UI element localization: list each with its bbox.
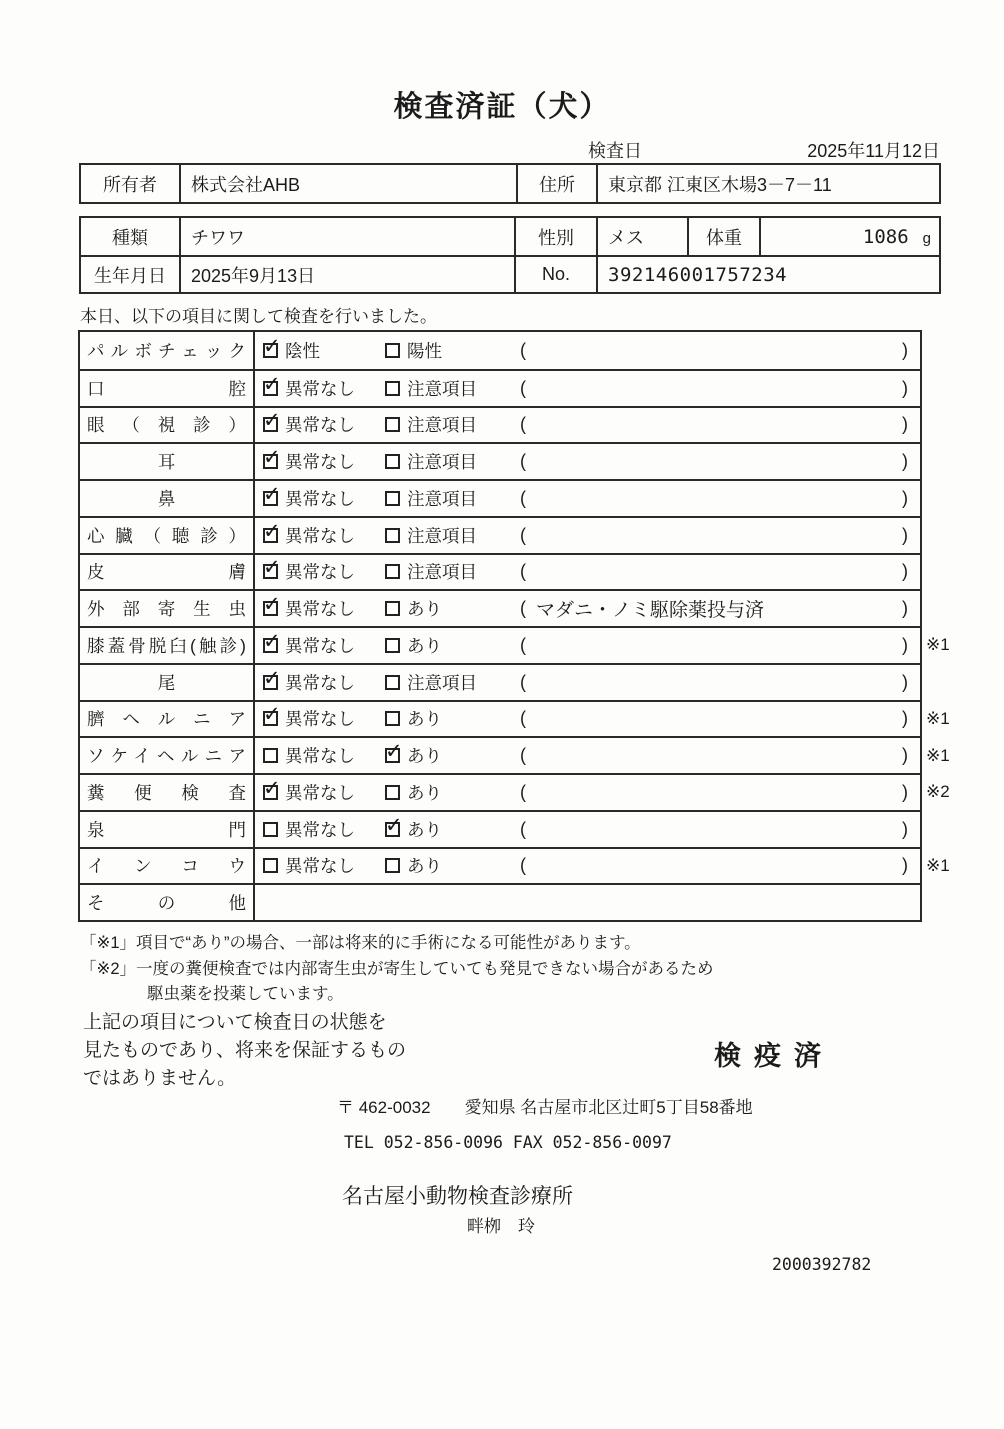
- option-2-label: あり: [407, 819, 442, 840]
- birth-value: 2025年9月13日: [181, 257, 516, 292]
- number-label: No.: [516, 257, 598, 292]
- checkbox-icon: [263, 666, 281, 690]
- option-2-label: 注意項目: [407, 378, 477, 399]
- option-1-label: 異常なし: [285, 709, 355, 730]
- checklist-item-name-text: 心臓（聴診）: [87, 525, 246, 546]
- checklist-option-1: [255, 481, 385, 516]
- checklist-option-1: [255, 408, 385, 443]
- open-paren: (: [520, 818, 526, 839]
- open-paren: (: [520, 745, 526, 766]
- close-paren: ): [902, 451, 908, 472]
- checklist-row: [80, 369, 920, 406]
- checklist-item-name: [80, 885, 255, 920]
- check-mark-icon: ✓: [263, 703, 281, 727]
- checkbox-icon: [263, 409, 281, 433]
- checkbox-icon: [263, 822, 278, 837]
- checklist-option-1: [255, 555, 385, 590]
- option-1-label: 異常なし: [285, 635, 355, 656]
- checkbox-icon: [385, 564, 400, 579]
- option-2-label: あり: [407, 782, 442, 803]
- checklist-note-cell: [516, 555, 920, 590]
- open-paren: (: [520, 487, 526, 508]
- number-value: 392146001757234: [608, 263, 788, 286]
- open-paren: (: [520, 561, 526, 582]
- checklist-row: [80, 553, 920, 590]
- option-2-label: 注意項目: [407, 525, 477, 546]
- open-paren: (: [520, 855, 526, 876]
- checkbox-icon: [263, 703, 281, 727]
- checklist-row: [80, 736, 950, 773]
- open-paren: (: [520, 598, 526, 619]
- checklist-row: [80, 332, 920, 369]
- checkbox-icon: [385, 381, 400, 396]
- footnote-2: 「※2」一度の糞便検査では内部寄生虫が寄生していても発見できない場合があるため: [80, 960, 714, 978]
- close-paren: ): [902, 818, 908, 839]
- checklist-note-cell: [516, 628, 920, 663]
- checklist-note-cell: [516, 408, 920, 443]
- checklist-option-2: [385, 702, 516, 737]
- checklist-item-name: [80, 812, 255, 847]
- checkbox-icon: [263, 776, 281, 800]
- checklist-option-2: [385, 812, 516, 847]
- option-2-label: あり: [407, 746, 442, 767]
- check-mark-icon: ✓: [263, 372, 281, 396]
- checklist-item-name: [80, 555, 255, 590]
- option-2-label: あり: [407, 635, 442, 656]
- check-mark-icon: ✓: [263, 409, 281, 433]
- option-1-label: 異常なし: [285, 415, 355, 436]
- check-mark-icon: ✓: [263, 593, 281, 617]
- checklist-note-cell: [516, 371, 920, 406]
- checklist-item-name-text: ソケイヘルニア: [87, 746, 246, 767]
- checklist-item-name-text: インコウ: [87, 856, 246, 877]
- checklist-item-name-text: 泉門: [87, 819, 246, 840]
- option-1-label: 異常なし: [285, 819, 355, 840]
- checklist-row: [80, 442, 920, 479]
- checklist-note-cell: [516, 702, 920, 737]
- check-mark-icon: ✓: [263, 334, 281, 358]
- checklist-item-name-text: 臍ヘルニア: [87, 709, 246, 730]
- veterinarian-name: 畔栁 玲: [467, 1217, 535, 1236]
- checklist-item-name: [80, 775, 255, 810]
- checklist-note-cell: [516, 591, 920, 626]
- checklist-item-name: [80, 628, 255, 663]
- option-2-label: あり: [407, 856, 442, 877]
- inspection-date-value: 2025年11月12日: [807, 141, 940, 161]
- option-1-label: 異常なし: [285, 378, 355, 399]
- close-paren: ): [902, 634, 908, 655]
- checklist-note-cell: [516, 775, 920, 810]
- checklist-option-1: [255, 332, 385, 369]
- checklist-option-2: [385, 444, 516, 479]
- weight-label: 体重: [689, 218, 761, 255]
- checklist-row: [80, 406, 920, 443]
- checklist-row: [80, 773, 950, 810]
- checklist-table: [78, 330, 950, 922]
- checklist-option-1: [255, 738, 385, 773]
- pet-table-row-1: [81, 218, 939, 255]
- option-2-label: あり: [407, 599, 442, 620]
- checklist-option-1: [255, 665, 385, 700]
- address-value: 東京都 江東区木場3－7－11: [608, 174, 832, 195]
- checklist-note-cell: [516, 849, 920, 884]
- checklist-item-name: [80, 408, 255, 443]
- checkbox-icon: [385, 740, 403, 764]
- close-paren: ): [902, 414, 908, 435]
- checklist-note-cell: [516, 738, 920, 773]
- option-2-label: 注意項目: [407, 562, 477, 583]
- option-2-label: 注意項目: [407, 452, 477, 473]
- option-1-label: 異常なし: [285, 525, 355, 546]
- close-paren: ): [902, 339, 908, 360]
- breed-value: チワワ: [181, 218, 516, 255]
- clinic-tel-fax: TEL 052-856-0096 FAX 052-856-0097: [344, 1133, 672, 1152]
- checklist-item-name-text: 糞便検査: [87, 782, 246, 803]
- checkbox-icon: [385, 858, 400, 873]
- check-mark-icon: ✓: [263, 519, 281, 543]
- checklist-note-cell: [516, 518, 920, 553]
- checklist-option-1: [255, 849, 385, 884]
- checklist-option-1: [255, 812, 385, 847]
- checklist-option-1: [255, 775, 385, 810]
- option-1-label: 異常なし: [285, 488, 355, 509]
- checkbox-icon: [385, 343, 400, 358]
- footnote-2-cont: 駆虫薬を投薬しています。: [147, 985, 344, 1003]
- option-2-label: 注意項目: [407, 415, 477, 436]
- checkbox-icon: [263, 858, 278, 873]
- open-paren: (: [520, 451, 526, 472]
- checklist-option-2: [385, 518, 516, 553]
- quarantine-stamp: 検疫済: [714, 1041, 834, 1071]
- checkbox-icon: [385, 417, 400, 432]
- owner-table: [79, 163, 941, 204]
- checkbox-icon: [263, 748, 278, 763]
- check-mark-icon: ✓: [263, 446, 281, 470]
- close-paren: ): [902, 745, 908, 766]
- checklist-item-name: [80, 591, 255, 626]
- pet-table-row-2: [81, 255, 939, 292]
- open-paren: (: [520, 377, 526, 398]
- checklist-note-cell: [516, 665, 920, 700]
- check-mark-icon: ✓: [385, 740, 403, 764]
- page-title: 検査済証（犬）: [393, 91, 611, 123]
- checklist-option-1: [255, 591, 385, 626]
- checkbox-icon: [385, 785, 400, 800]
- checklist-item-name: [80, 481, 255, 516]
- checklist-option-1: [255, 702, 385, 737]
- open-paren: (: [520, 708, 526, 729]
- weight-cell: [761, 218, 939, 255]
- checklist-row: [80, 626, 950, 663]
- checklist-item-name: [80, 518, 255, 553]
- check-mark-icon: ✓: [263, 776, 281, 800]
- document-serial: 2000392782: [772, 1255, 872, 1274]
- checklist-item-name-text: 鼻: [157, 488, 176, 509]
- note-text: マダニ・ノミ駆除薬投与済: [536, 600, 765, 622]
- checklist-item-name-text: 尾: [157, 672, 176, 693]
- checklist-option-2: [385, 849, 516, 884]
- clinic-address: 〒 462-0032 愛知県 名古屋市北区辻町5丁目58番地: [337, 1098, 753, 1117]
- checklist-option-1: [255, 371, 385, 406]
- option-2-label: あり: [407, 709, 442, 730]
- weight-value: 1086: [862, 225, 909, 248]
- close-paren: ): [902, 598, 908, 619]
- checklist-row: [80, 479, 920, 516]
- option-1-label: 異常なし: [285, 599, 355, 620]
- close-paren: ): [902, 561, 908, 582]
- checklist-item-name: [80, 849, 255, 884]
- option-2-label: 注意項目: [407, 672, 477, 693]
- weight-unit: g: [922, 230, 931, 247]
- inspection-date-label: 検査日: [588, 141, 642, 161]
- checklist-option-2: [385, 738, 516, 773]
- owner-table-row: [81, 165, 939, 202]
- checkbox-icon: [385, 675, 400, 690]
- disclaimer-line-2: 見たものであり、将来を保証するもの: [83, 1040, 407, 1061]
- checklist-row: [80, 700, 950, 737]
- checklist-item-name-text: 膝蓋骨脱臼(触診): [87, 635, 246, 656]
- checkbox-icon: [263, 334, 281, 358]
- checklist-item-name-text: 口腔: [87, 378, 246, 399]
- checklist-option-2: [385, 628, 516, 663]
- checklist-row: [80, 663, 920, 700]
- checklist-option-1: [255, 518, 385, 553]
- checkbox-icon: [263, 556, 281, 580]
- checkbox-icon: [263, 629, 281, 653]
- checklist-item-name: [80, 665, 255, 700]
- checklist-item-name: [80, 332, 255, 369]
- checkbox-icon: [263, 372, 281, 396]
- checkbox-icon: [385, 813, 403, 837]
- checklist-item-name: [80, 371, 255, 406]
- disclaimer-line-1: 上記の項目について検査日の状態を: [83, 1012, 387, 1033]
- checklist-item-name: [80, 738, 255, 773]
- checklist-note-cell: [516, 444, 920, 479]
- footnote-mark: ※1: [926, 745, 950, 765]
- checklist-option-2: [385, 665, 516, 700]
- option-1-label: 異常なし: [285, 856, 355, 877]
- footnote-mark: ※1: [926, 855, 950, 875]
- birth-label: 生年月日: [81, 257, 181, 292]
- clinic-name: 名古屋小動物検査診療所: [342, 1185, 573, 1208]
- checklist-row: [80, 810, 920, 847]
- open-paren: (: [520, 414, 526, 435]
- checklist-option-2: [385, 481, 516, 516]
- checkbox-icon: [263, 519, 281, 543]
- checklist-item-name: [80, 702, 255, 737]
- close-paren: ): [902, 855, 908, 876]
- checkbox-icon: [385, 528, 400, 543]
- checkbox-icon: [263, 482, 281, 506]
- checklist-option-2: [385, 775, 516, 810]
- checkbox-icon: [263, 593, 281, 617]
- close-paren: ): [902, 781, 908, 802]
- address-label: 住所: [518, 165, 598, 202]
- checkbox-icon: [385, 601, 400, 616]
- breed-label: 種類: [81, 218, 181, 255]
- checklist-row: [80, 883, 920, 920]
- sex-value: メス: [598, 218, 689, 255]
- checklist-option-1: [255, 444, 385, 479]
- checklist-option-2: [385, 591, 516, 626]
- checklist-option-2: [385, 332, 516, 369]
- owner-value: 株式会社AHB: [181, 165, 518, 202]
- option-1-label: 異常なし: [285, 452, 355, 473]
- close-paren: ): [902, 671, 908, 692]
- checklist-item-name-text: 外部寄生虫: [87, 599, 246, 620]
- checklist-item-name-text: パルボチェック: [87, 340, 246, 361]
- checklist-item-name-text: 眼（視診）: [87, 415, 246, 436]
- open-paren: (: [520, 634, 526, 655]
- option-1-label: 異常なし: [285, 672, 355, 693]
- open-paren: (: [520, 671, 526, 692]
- option-1-label: 異常なし: [285, 782, 355, 803]
- checklist-item-name-text: 耳: [157, 452, 176, 473]
- check-mark-icon: ✓: [263, 556, 281, 580]
- footnote-mark: ※2: [926, 782, 950, 802]
- sex-label: 性別: [516, 218, 598, 255]
- checklist-row: [80, 847, 950, 884]
- checkbox-icon: [385, 454, 400, 469]
- checklist-option-2: [385, 555, 516, 590]
- footnote-mark: ※1: [926, 708, 950, 728]
- check-mark-icon: ✓: [263, 666, 281, 690]
- checklist-row: [80, 589, 920, 626]
- checklist-item-name: [80, 444, 255, 479]
- checkbox-icon: [385, 638, 400, 653]
- checklist-item-name-text: 皮膚: [87, 562, 246, 583]
- disclaimer-line-3: ではありません。: [83, 1068, 237, 1089]
- checklist-note-cell: [516, 481, 920, 516]
- checklist-option-1: [255, 628, 385, 663]
- footnote-mark: ※1: [926, 635, 950, 655]
- open-paren: (: [520, 524, 526, 545]
- intro-text: 本日、以下の項目に関して検査を行いました。: [80, 307, 437, 326]
- checklist-option-2: [385, 371, 516, 406]
- footnote-1: 「※1」項目で“あり”の場合、一部は将来的に手術になる可能性があります。: [80, 934, 641, 952]
- checklist-option-2: [385, 408, 516, 443]
- close-paren: ): [902, 487, 908, 508]
- checkbox-icon: [385, 491, 400, 506]
- check-mark-icon: ✓: [263, 482, 281, 506]
- option-2-label: 陽性: [407, 340, 442, 361]
- option-1-label: 異常なし: [285, 562, 355, 583]
- check-mark-icon: ✓: [263, 629, 281, 653]
- close-paren: ): [902, 524, 908, 545]
- open-paren: (: [520, 781, 526, 802]
- option-2-label: 注意項目: [407, 488, 477, 509]
- close-paren: ): [902, 708, 908, 729]
- option-1-label: 異常なし: [285, 746, 355, 767]
- checklist-item-name-text: その他: [87, 893, 246, 914]
- open-paren: (: [520, 339, 526, 360]
- owner-label: 所有者: [81, 165, 181, 202]
- checklist-row: [80, 516, 920, 553]
- check-mark-icon: ✓: [385, 813, 403, 837]
- pet-table: [79, 216, 941, 294]
- checklist-note-cell: [516, 332, 920, 369]
- checklist-note-cell: [516, 885, 920, 920]
- checkbox-icon: [263, 446, 281, 470]
- checklist-note-cell: [516, 812, 920, 847]
- close-paren: ): [902, 377, 908, 398]
- checkbox-icon: [385, 711, 400, 726]
- option-1-label: 陰性: [285, 340, 320, 361]
